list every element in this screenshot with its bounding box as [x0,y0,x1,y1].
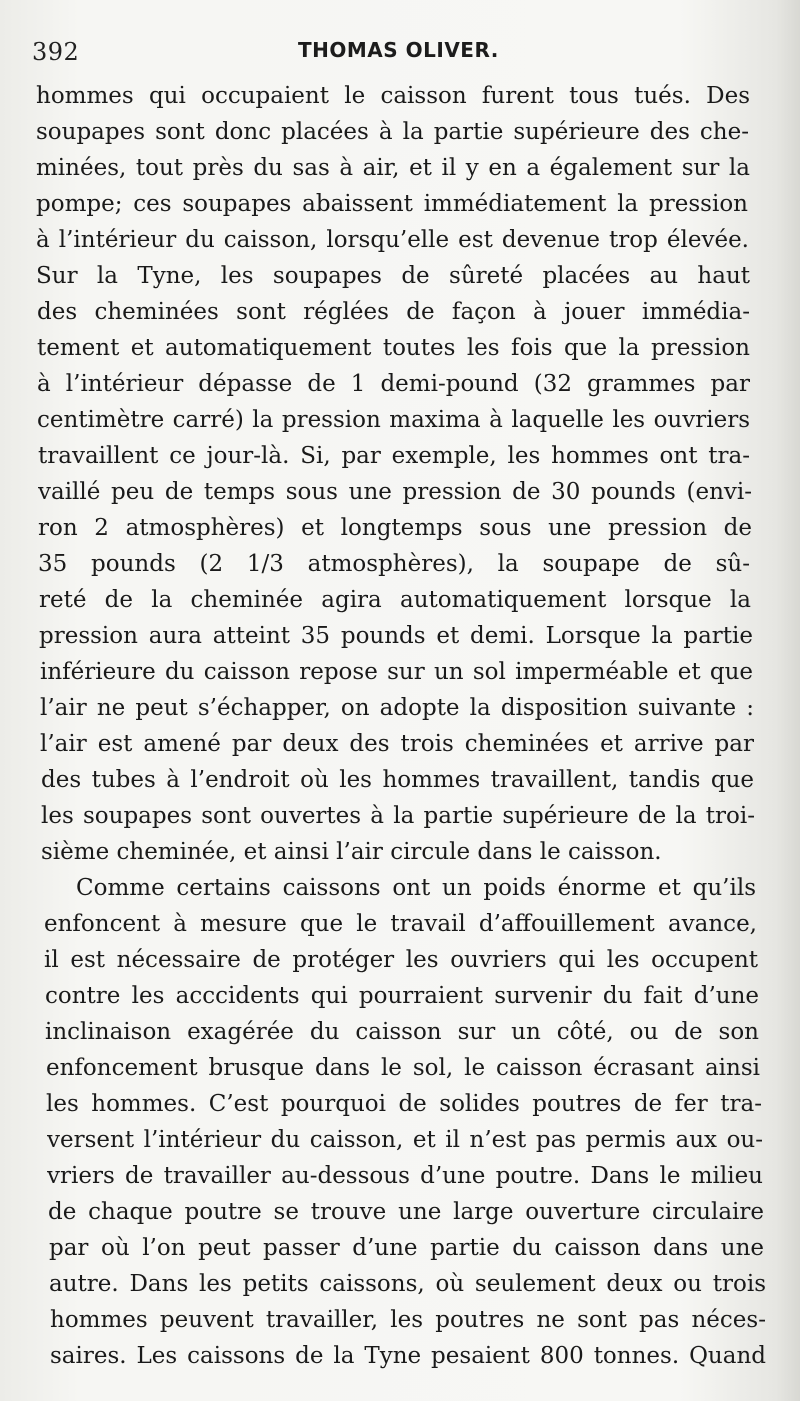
text-line: travaillent ce jour-là. Si, par exemple, les hommes ont tra- [38,443,750,469]
text-line: soupapes sont donc placées à la partie supérieure des che- [36,119,749,145]
page-number: 392 [32,38,80,66]
text-line: enfoncent à mesure que le travail d’affouillement avance, [44,911,757,937]
text-line: inférieure du caisson repose sur un sol imperméable et que [40,659,753,685]
text-line: enfoncement brusque dans le sol, le caisson écrasant ainsi [46,1055,760,1081]
text-line: des cheminées sont réglées de façon à jouer immédia- [37,299,750,325]
text-line: les hommes. C’est pourquoi de solides poutres de fer tra- [46,1091,762,1117]
text-line: de chaque poutre se trouve une large ouverture circulaire [48,1199,764,1225]
text-line: vriers de travailler au-dessous d’une poutre. Dans le milieu [47,1163,763,1189]
text-line: l’air ne peut s’échapper, on adopte la disposition suivante : [40,695,754,721]
text-line: les soupapes sont ouvertes à la partie supérieure de la troi- [41,803,755,829]
text-line: reté de la cheminée agira automatiquement lorsque la [39,587,751,613]
text-line: à l’intérieur dépasse de 1 demi-pound (32 grammes par [37,371,750,397]
text-line: hommes peuvent travailler, les poutres ne sont pas néces- [50,1307,766,1333]
text-line: contre les acccidents qui pourraient survenir du fait d’une [45,983,759,1009]
text-line: par où l’on peut passer d’une partie du caisson dans une [49,1235,764,1261]
text-line: minées, tout près du sas à air, et il y en a également sur la [36,155,750,181]
text-line: versent l’intérieur du caisson, et il n’est pas permis aux ou- [47,1127,763,1153]
text-line: tement et automatiquement toutes les fois que la pression [37,335,750,361]
text-line: il est nécessaire de protéger les ouvriers qui les occupent [44,947,758,973]
text-line: à l’intérieur du caisson, lorsqu’elle est devenue trop élevée. [36,227,749,253]
text-line: pression aura atteint 35 pounds et demi. Lorsque la partie [39,623,753,649]
text-line: des tubes à l’endroit où les hommes travaillent, tandis que [41,767,754,793]
text-line: ron 2 atmosphères) et longtemps sous une pression de [38,515,752,541]
text-line: pompe; ces soupapes abaissent immédiatement la pression [36,191,748,217]
text-line: 35 pounds (2 1/3 atmosphères), la soupape de sû- [38,551,750,577]
page-header [0,36,800,66]
text-line: Comme certains caissons ont un poids énorme et qu’ils [76,875,756,901]
text-line: hommes qui occupaient le caisson furent tous tués. Des [36,83,750,109]
text-line: saires. Les caissons de la Tyne pesaient 800 tonnes. Quand [50,1343,766,1369]
text-line: vaillé peu de temps sous une pression de 30 pounds (envi- [38,479,752,505]
text-line: centimètre carré) la pression maxima à laquelle les ouvriers [37,407,750,433]
text-line: Sur la Tyne, les soupapes de sûreté placées au haut [36,263,750,289]
text-line: l’air est amené par deux des trois cheminées et arrive par [40,731,754,757]
text-line: sième cheminée, et ainsi l’air circule dans le caisson. [41,839,662,865]
text-line: inclinaison exagérée du caisson sur un côté, ou de son [45,1019,759,1045]
running-head: THOMAS OLIVER. [298,38,499,62]
text-line: autre. Dans les petits caissons, où seulement deux ou trois [49,1271,766,1297]
